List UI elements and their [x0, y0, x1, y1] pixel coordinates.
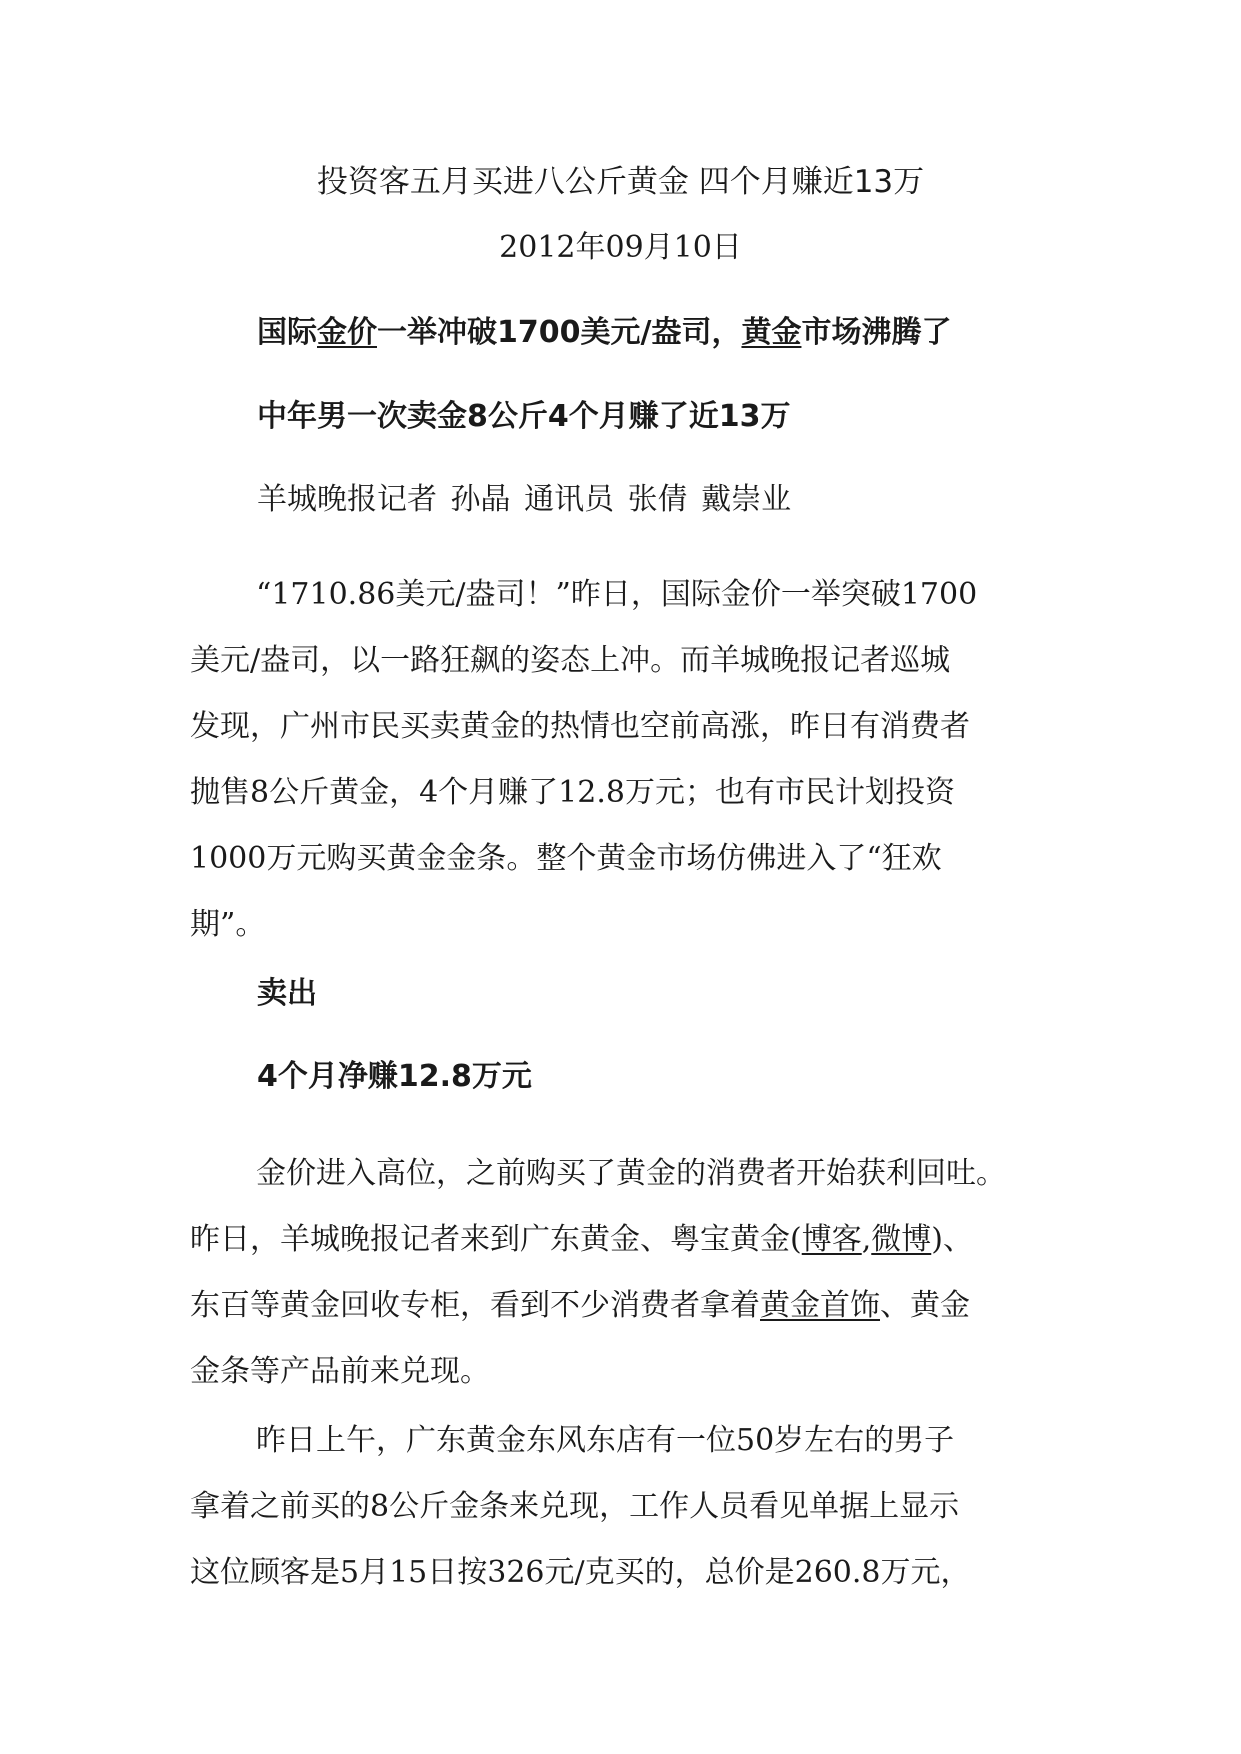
byline: 羊城晚报记者 孙晶 通讯员 张倩 戴崇业	[257, 482, 792, 517]
blog-link[interactable]: 博客	[801, 1222, 862, 1257]
line-text: 昨日，羊城晚报记者来到广东黄金、粤宝黄金(	[190, 1222, 802, 1257]
paragraph-line: 美元/盎司，以一路狂飙的姿态上冲。而羊城晚报记者巡城	[190, 643, 951, 678]
line-text: 、黄金	[880, 1288, 970, 1323]
headline-text: 一举冲破1700美元/盎司，	[377, 315, 742, 350]
paragraph-line	[190, 1273, 1070, 1339]
paragraph-line: 期”。	[190, 907, 266, 942]
article-date: 2012年09月10日	[499, 230, 742, 265]
paragraph-line: 抛售8公斤黄金，4个月赚了12.8万元；也有市民计划投资	[190, 775, 955, 810]
headline-text: 市场沸腾了	[801, 315, 952, 350]
paragraph-line: 金条等产品前来兑现。	[190, 1354, 490, 1389]
gold-jewelry-link[interactable]: 黄金首饰	[760, 1288, 880, 1323]
paragraph-line: 1000万元购买黄金金条。整个黄金市场仿佛进入了“狂欢	[190, 841, 942, 876]
paragraph-case	[190, 1408, 1070, 1606]
paragraph-line: 金价进入高位，之前购买了黄金的消费者开始获利回吐。	[256, 1156, 1006, 1191]
weibo-link[interactable]: 微博	[871, 1222, 932, 1257]
paragraph-line: 昨日上午，广东黄金东风东店有一位50岁左右的男子	[256, 1423, 955, 1458]
paragraph-redemption	[190, 1141, 1070, 1405]
line-text: )、	[931, 1222, 973, 1257]
headline-primary	[257, 313, 951, 353]
paragraph-intro	[190, 562, 1070, 958]
gold-price-link[interactable]: 金价	[317, 315, 377, 350]
line-text: ,	[861, 1222, 872, 1257]
article-title: 投资客五月买进八公斤黄金 四个月赚近13万	[316, 164, 925, 200]
line-text: 东百等黄金回收专柜，看到不少消费者拿着	[190, 1288, 760, 1323]
paragraph-line: 发现，广州市民买卖黄金的热情也空前高涨，昨日有消费者	[190, 709, 970, 744]
subheading-profit: 4个月净赚12.8万元	[257, 1059, 532, 1094]
subheading-sell: 卖出	[257, 976, 317, 1011]
headline-text: 国际	[257, 315, 317, 350]
gold-link[interactable]: 黄金	[741, 315, 802, 350]
paragraph-line: “1710.86美元/盎司！”昨日，国际金价一举突破1700	[256, 577, 978, 612]
paragraph-line	[190, 1207, 1070, 1273]
paragraph-line: 这位顾客是5月15日按326元/克买的，总价是260.8万元，	[190, 1555, 971, 1590]
paragraph-line: 拿着之前买的8公斤金条来兑现，工作人员看见单据上显示	[190, 1489, 960, 1524]
headline-secondary: 中年男一次卖金8公斤4个月赚了近13万	[257, 399, 791, 434]
